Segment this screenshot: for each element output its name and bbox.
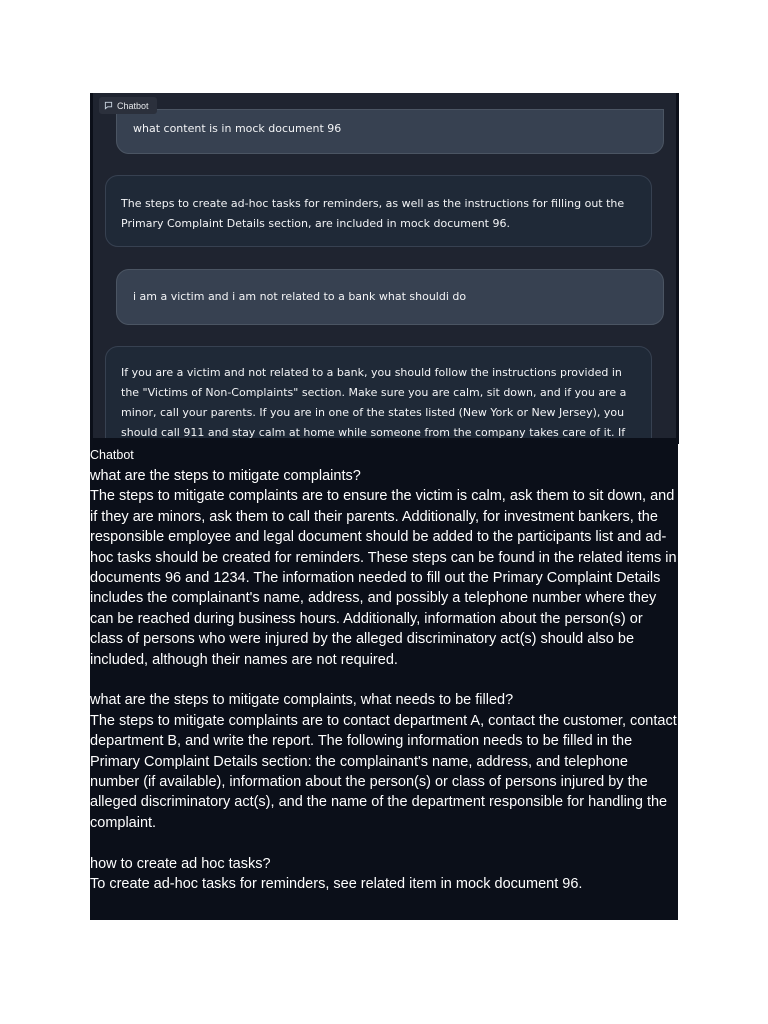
spacer — [90, 833, 678, 853]
bot-message — [105, 346, 652, 438]
message-text: what content is in mock document 96 — [133, 122, 342, 135]
question-2: what are the steps to mitigate complaints, what needs to be filled? — [90, 692, 514, 709]
chat-bubble-icon — [104, 101, 113, 110]
message-text: i am a victim and i am not related to a bank what shouldi do — [133, 290, 467, 303]
chatbot-label: Chatbot — [117, 100, 149, 111]
message-text: If you are a victim and not related to a bank, you should follow the instructions provided in the "Victims of Non-Complaints" section. Make sure you are calm, sit down, and if you are a minor, call your parents. If you are in one of the states listed (New York or New Jersey), you should call 911 and stay calm at home while someone from the company takes care of it. If — [121, 366, 627, 438]
chat-window — [93, 93, 676, 438]
transcript-label: Chatbot — [90, 448, 134, 462]
message-text: The steps to create ad-hoc tasks for reminders, as well as the instructions for filling out the Primary Complaint Details section, are included in mock document 96. — [121, 197, 625, 230]
chat-transcript — [90, 444, 678, 920]
user-message — [116, 269, 664, 325]
question-3: how to create ad hoc tasks? — [90, 855, 271, 872]
spacer — [90, 670, 678, 690]
bot-message — [105, 175, 652, 247]
answer-1: The steps to mitigate complaints are to ensure the victim is calm, ask them to sit down, and if they are minors, ask them to call their parents. Additionally, for investment bankers, the responsible employee and legal document should be added to the participants list and ad-hoc tasks should be created for reminders. These steps can be found in the related items in documents 96 and 1234. The information needed to fill out the Primary Complaint Details includes the complainant's name, address, and possibly a telephone number where they can be reached during business hours. Additionally, information about the person(s) or class of persons who were injured by the alleged discriminatory act(s) should also be included, although their names are not required. — [90, 488, 677, 668]
answer-3: To create ad-hoc tasks for reminders, see related item in mock document 96. — [90, 876, 583, 893]
chatbot-label-tag — [99, 97, 157, 114]
answer-2: The steps to mitigate complaints are to contact department A, contact the customer, contact department B, and write the report. The following information needs to be filled in the Primary Complaint Details section: the complainant's name, address, and telephone number (if available), information about the person(s) or class of persons injured by the alleged discriminatory act(s), and the name of the department responsible for handling the complaint. — [90, 712, 677, 831]
user-message — [116, 109, 664, 154]
chatbot-screenshot — [90, 93, 679, 444]
question-1: what are the steps to mitigate complaints? — [90, 468, 361, 484]
